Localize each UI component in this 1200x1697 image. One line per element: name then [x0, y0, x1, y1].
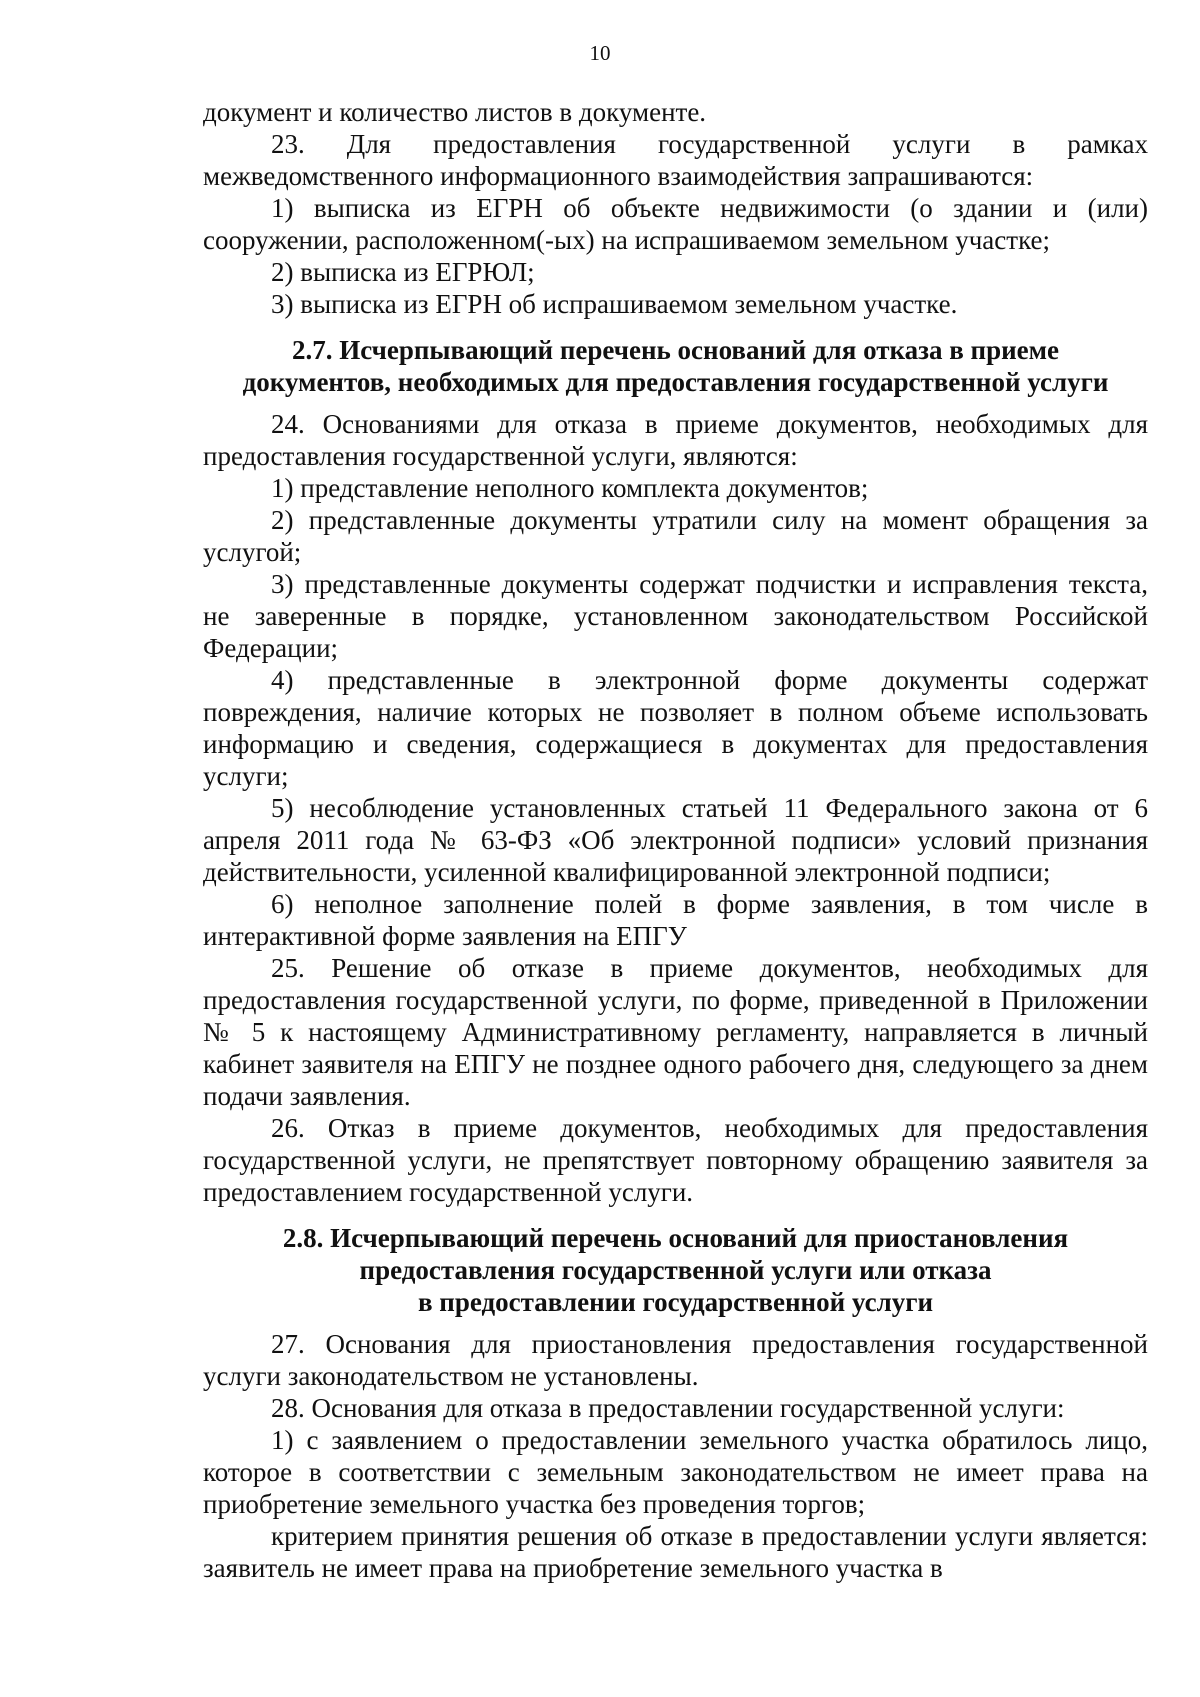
- paragraph: 2) выписка из ЕГРЮЛ;: [271, 257, 535, 287]
- paragraph: 3) представленные документы содержат подчистки и исправления текста, не заверенные в порядке, установленном законодательством Российской Федерации;: [203, 569, 1148, 663]
- heading-line: предоставления государственной услуги или отказа: [359, 1255, 992, 1285]
- paragraph: критерием принятия решения об отказе в предоставлении услуги является: заявитель не имеет права на приобретение земельного участка в: [203, 1521, 1148, 1583]
- paragraph: 6) неполное заполнение полей в форме заявления, в том числе в интерактивной форме заявления на ЕПГУ: [203, 889, 1148, 951]
- heading-line: 2.7. Исчерпывающий перечень оснований для отказа в приеме: [291, 335, 1060, 365]
- paragraph: 2) представленные документы утратили силу на момент обращения за услугой;: [203, 505, 1148, 567]
- heading-line: 2.8. Исчерпывающий перечень оснований для приостановления: [282, 1223, 1069, 1253]
- paragraph: документ и количество листов в документе.: [203, 97, 707, 127]
- paragraph: 1) выписка из ЕГРН об объекте недвижимости (о здании и (или) сооружении, расположенном(-ых) на испрашиваемом земельном участке;: [203, 193, 1148, 255]
- paragraph: 26. Отказ в приеме документов, необходимых для предоставления государственной услуги, не препятствует повторному обращению заявителя за предоставлением государственной услуги.: [203, 1113, 1148, 1207]
- paragraph: 5) несоблюдение установленных статьей 11 Федерального закона от 6 апреля 2011 года № 63-ФЗ «Об электронной подписи» условий признания действительности, усиленной квалифицированной электронной подписи;: [203, 793, 1148, 887]
- paragraph: 1) с заявлением о предоставлении земельного участка обратилось лицо, которое в соответствии с земельным законодательством не имеет права на приобретение земельного участка без проведения торгов;: [203, 1425, 1148, 1519]
- paragraph: 24. Основаниями для отказа в приеме документов, необходимых для предоставления государственной услуги, являются:: [203, 409, 1148, 471]
- paragraph: 4) представленные в электронной форме документы содержат повреждения, наличие которых не позволяет в полном объеме использовать информацию и сведения, содержащиеся в документах для предоставления услуги;: [203, 665, 1148, 791]
- paragraph: 25. Решение об отказе в приеме документов, необходимых для предоставления государственной услуги, по форме, приведенной в Приложении № 5 к настоящему Административному регламенту, направляется в личный кабинет заявителя на ЕПГУ не позднее одного рабочего дня, следующего за днем подачи заявления.: [203, 953, 1148, 1111]
- section-heading-2-8: [203, 1222, 1148, 1318]
- paragraph: 23. Для предоставления государственной услуги в рамках межведомственного информационного взаимодействия запрашиваются:: [203, 129, 1148, 191]
- heading-line: в предоставлении государственной услуги: [417, 1287, 934, 1317]
- paragraph: 27. Основания для приостановления предоставления государственной услуги законодательством не установлены.: [203, 1329, 1148, 1391]
- paragraph: 28. Основания для отказа в предоставлении государственной услуги:: [271, 1393, 1065, 1423]
- section-heading-2-7: [203, 334, 1148, 398]
- heading-line: документов, необходимых для предоставления государственной услуги: [242, 367, 1109, 397]
- page-number: 10: [589, 41, 611, 65]
- document-body: [203, 96, 1148, 1584]
- paragraph: 3) выписка из ЕГРН об испрашиваемом земельном участке.: [271, 289, 958, 319]
- paragraph: 1) представление неполного комплекта документов;: [271, 473, 869, 503]
